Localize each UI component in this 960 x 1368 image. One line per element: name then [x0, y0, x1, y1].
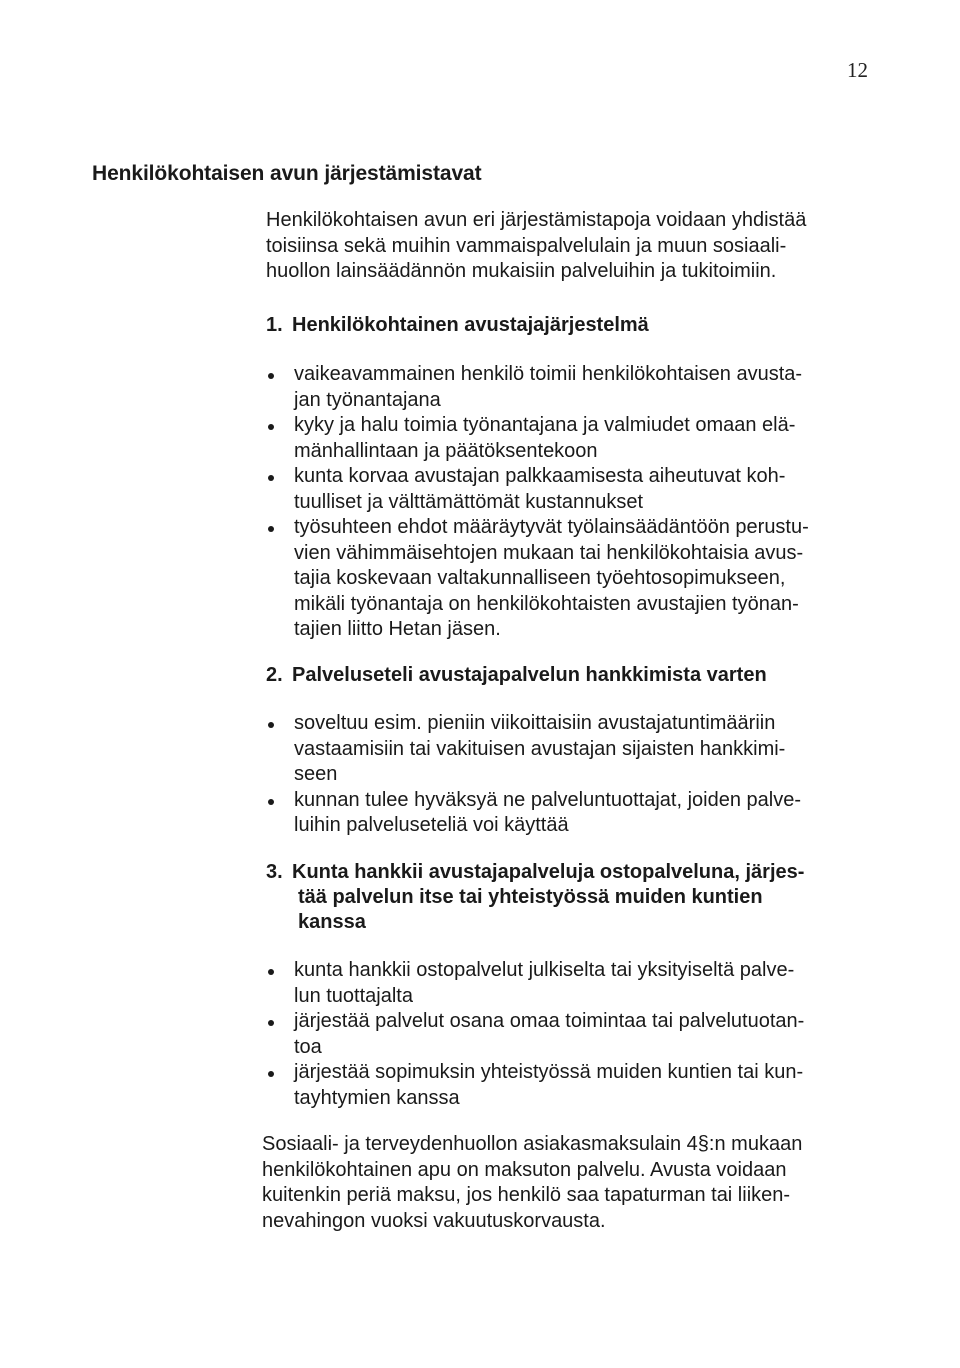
- list-item-line: mänhallintaan ja päätöksentekoon: [294, 439, 598, 462]
- list-item-line: vastaamisiin tai vakituisen avustajan sijaisten hankkimi-: [294, 737, 786, 760]
- list-item-line: jan työnantajana: [294, 388, 441, 411]
- list-item-line: kunnan tulee hyväksyä ne palveluntuottajat, joiden palve-: [294, 788, 802, 811]
- list-item-line: tuulliset ja välttämättömät kustannukset: [294, 490, 644, 513]
- closing-paragraph: [262, 1132, 882, 1234]
- section-number: 1.: [266, 314, 283, 336]
- section-2-list: [266, 711, 866, 839]
- section-heading-text: kanssa: [298, 911, 366, 933]
- list-item: [266, 464, 866, 515]
- list-item-line: lun tuottajalta: [294, 984, 413, 1007]
- bullet-icon: [268, 475, 274, 481]
- list-item-line: soveltuu esim. pieniin viikoittaisiin avustajatuntimääriin: [294, 712, 776, 734]
- closing-line: Sosiaali- ja terveydenhuollon asiakasmaksulain 4§:n mukaan: [262, 1133, 803, 1155]
- list-item: [266, 958, 866, 1009]
- bullet-icon: [268, 1071, 274, 1077]
- page-number: 12: [847, 58, 868, 82]
- list-item: [266, 711, 866, 788]
- section-3-heading: [266, 860, 866, 935]
- intro-line: toisiinsa sekä muihin vammaispalvelulain ja muun sosiaali-: [266, 234, 787, 257]
- intro-line: Henkilökohtaisen avun eri järjestämistapoja voidaan yhdistää: [266, 209, 807, 231]
- section-3-list: [266, 958, 866, 1111]
- list-item-line: vien vähimmäisehtojen mukaan tai henkilökohtaisia avus-: [294, 541, 804, 564]
- closing-line: kuitenkin periä maksu, jos henkilö saa tapaturman tai liiken-: [262, 1184, 791, 1206]
- list-item-line: kunta korvaa avustajan palkkaamisesta aiheutuvat koh-: [294, 465, 786, 487]
- list-item-line: tajien liitto Hetan jäsen.: [294, 618, 501, 640]
- list-item-line: vaikeavammainen henkilö toimii henkilökohtaisen avusta-: [294, 363, 803, 385]
- list-item-line: mikäli työnantaja on henkilökohtaisten avustajien työnan-: [294, 592, 799, 615]
- list-item: [266, 1009, 866, 1060]
- list-item: [266, 515, 866, 643]
- list-item: [266, 788, 866, 839]
- list-item-line: tayhtymien kanssa: [294, 1086, 460, 1109]
- intro-paragraph: [266, 208, 886, 285]
- list-item-line: luihin palveluseteliä voi käyttää: [294, 814, 569, 836]
- bullet-icon: [268, 373, 274, 379]
- list-item-line: kunta hankkii ostopalvelut julkiselta tai yksityiseltä palve-: [294, 959, 795, 981]
- list-item-line: järjestää sopimuksin yhteistyössä muiden kuntien tai kun-: [294, 1061, 804, 1083]
- list-item-line: seen: [294, 763, 338, 785]
- page-title: Henkilökohtaisen avun järjestämistavat: [92, 162, 482, 185]
- list-item: [266, 1060, 866, 1111]
- bullet-icon: [268, 1020, 274, 1026]
- list-item-line: työsuhteen ehdot määräytyvät työlainsäädäntöön perustu-: [294, 516, 809, 538]
- closing-line: nevahingon vuoksi vakuutuskorvausta.: [262, 1209, 606, 1232]
- bullet-icon: [268, 526, 274, 532]
- bullet-icon: [268, 969, 274, 975]
- list-item: [266, 413, 866, 464]
- list-item-line: järjestää palvelut osana omaa toimintaa tai palvelutuotan-: [294, 1010, 805, 1032]
- list-item-line: tajia koskevaan valtakunnalliseen työehtosopimukseen,: [294, 567, 786, 589]
- closing-line: henkilökohtainen apu on maksuton palvelu. Avusta voidaan: [262, 1158, 787, 1181]
- section-1-list: [266, 362, 866, 643]
- intro-line: huollon lainsäädännön mukaisiin palveluihin ja tukitoimiin.: [266, 260, 777, 282]
- list-item-line: kyky ja halu toimia työnantajana ja valmiudet omaan elä-: [294, 414, 796, 436]
- bullet-icon: [268, 799, 274, 805]
- bullet-icon: [268, 722, 274, 728]
- section-number: 2.: [266, 664, 283, 686]
- section-heading-text: Henkilökohtainen avustajajärjestelmä: [292, 314, 649, 336]
- section-2-heading: [266, 663, 866, 688]
- section-1-heading: [266, 313, 866, 338]
- bullet-icon: [268, 424, 274, 430]
- section-number: 3.: [266, 861, 283, 883]
- section-heading-text: tää palvelun itse tai yhteistyössä muiden kuntien: [298, 886, 763, 908]
- section-heading-text: Palveluseteli avustajapalvelun hankkimista varten: [292, 664, 767, 686]
- section-heading-text: Kunta hankkii avustajapalveluja ostopalveluna, järjes-: [292, 861, 805, 883]
- list-item-line: toa: [294, 1035, 322, 1058]
- list-item: [266, 362, 866, 413]
